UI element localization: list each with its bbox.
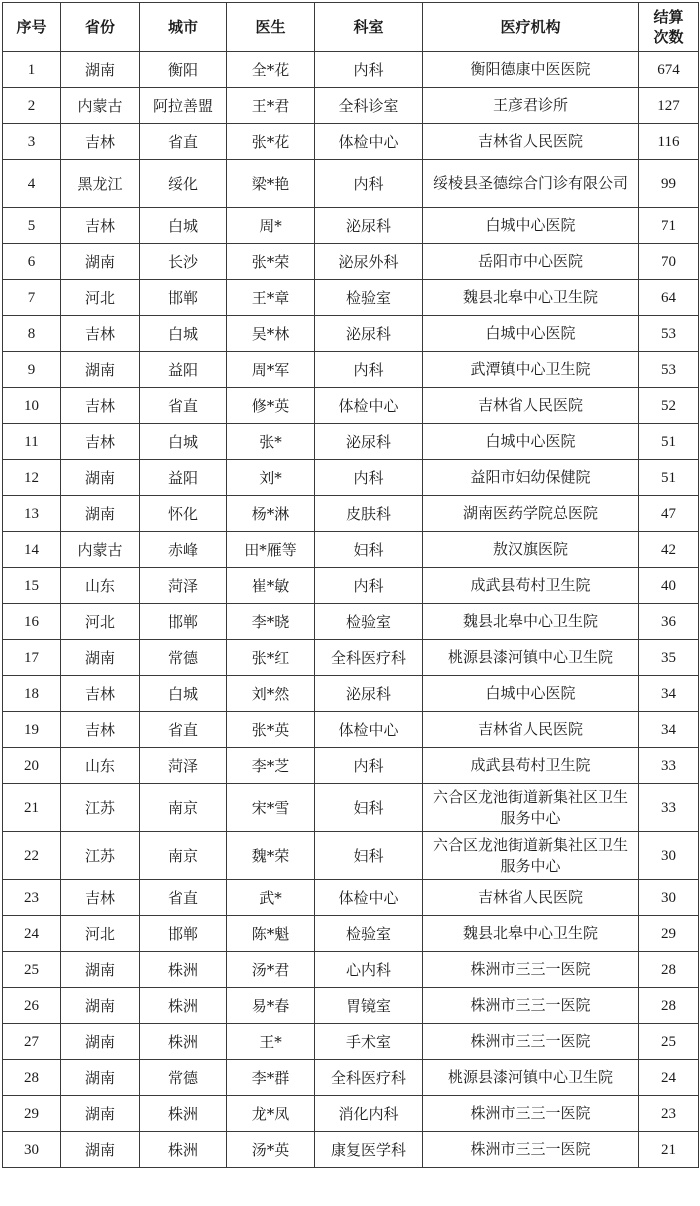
cell-province: 湖南 (61, 640, 140, 676)
cell-province: 湖南 (61, 1096, 140, 1132)
cell-department: 胃镜室 (315, 988, 423, 1024)
table-row (3, 208, 699, 244)
cell-institution: 白城中心医院 (423, 208, 639, 244)
cell-department: 妇科 (315, 532, 423, 568)
table-row (3, 280, 699, 316)
cell-institution: 吉林省人民医院 (423, 712, 639, 748)
cell-doctor: 杨*淋 (227, 496, 315, 532)
cell-no: 30 (3, 1132, 61, 1168)
cell-institution: 株洲市三三一医院 (423, 1024, 639, 1060)
cell-doctor: 宋*雪 (227, 784, 315, 832)
cell-settlement-count: 25 (639, 1024, 699, 1060)
cell-institution: 株洲市三三一医院 (423, 1132, 639, 1168)
cell-doctor: 梁*艳 (227, 160, 315, 208)
cell-settlement-count: 116 (639, 124, 699, 160)
cell-settlement-count: 36 (639, 604, 699, 640)
cell-city: 株洲 (140, 1024, 227, 1060)
cell-province: 湖南 (61, 52, 140, 88)
header-province: 省份 (61, 3, 140, 52)
cell-city: 株洲 (140, 952, 227, 988)
header-doctor: 医生 (227, 3, 315, 52)
cell-no: 20 (3, 748, 61, 784)
cell-no: 2 (3, 88, 61, 124)
cell-settlement-count: 21 (639, 1132, 699, 1168)
header-count-line1: 结算 (653, 8, 684, 26)
cell-settlement-count: 29 (639, 916, 699, 952)
cell-institution: 王彦君诊所 (423, 88, 639, 124)
cell-doctor: 王*章 (227, 280, 315, 316)
cell-province: 吉林 (61, 124, 140, 160)
cell-province: 吉林 (61, 388, 140, 424)
table-row (3, 952, 699, 988)
table-row (3, 712, 699, 748)
cell-province: 山东 (61, 748, 140, 784)
cell-settlement-count: 33 (639, 748, 699, 784)
cell-department: 全科医疗科 (315, 640, 423, 676)
cell-no: 11 (3, 424, 61, 460)
cell-doctor: 张*花 (227, 124, 315, 160)
cell-settlement-count: 47 (639, 496, 699, 532)
cell-department: 泌尿科 (315, 424, 423, 460)
cell-province: 江苏 (61, 832, 140, 880)
cell-city: 南京 (140, 784, 227, 832)
cell-province: 吉林 (61, 676, 140, 712)
cell-city: 绥化 (140, 160, 227, 208)
cell-settlement-count: 34 (639, 712, 699, 748)
cell-province: 山东 (61, 568, 140, 604)
cell-department: 内科 (315, 568, 423, 604)
table-row (3, 880, 699, 916)
cell-province: 湖南 (61, 244, 140, 280)
cell-no: 23 (3, 880, 61, 916)
table-row (3, 532, 699, 568)
cell-doctor: 李*晓 (227, 604, 315, 640)
cell-institution: 成武县苟村卫生院 (423, 568, 639, 604)
cell-doctor: 张*英 (227, 712, 315, 748)
cell-doctor: 王* (227, 1024, 315, 1060)
cell-no: 27 (3, 1024, 61, 1060)
cell-institution: 魏县北皋中心卫生院 (423, 916, 639, 952)
cell-settlement-count: 28 (639, 988, 699, 1024)
table-row (3, 604, 699, 640)
table-row (3, 748, 699, 784)
cell-department: 泌尿科 (315, 676, 423, 712)
cell-settlement-count: 64 (639, 280, 699, 316)
cell-doctor: 陈*魁 (227, 916, 315, 952)
cell-institution: 衡阳德康中医医院 (423, 52, 639, 88)
cell-no: 13 (3, 496, 61, 532)
cell-no: 29 (3, 1096, 61, 1132)
cell-province: 河北 (61, 604, 140, 640)
cell-department: 消化内科 (315, 1096, 423, 1132)
cell-no: 18 (3, 676, 61, 712)
cell-city: 省直 (140, 880, 227, 916)
cell-settlement-count: 30 (639, 880, 699, 916)
cell-city: 阿拉善盟 (140, 88, 227, 124)
table-row (3, 424, 699, 460)
cell-institution: 六合区龙池街道新集社区卫生服务中心 (423, 832, 639, 880)
cell-city: 株洲 (140, 988, 227, 1024)
cell-settlement-count: 33 (639, 784, 699, 832)
cell-no: 3 (3, 124, 61, 160)
cell-institution: 白城中心医院 (423, 316, 639, 352)
cell-doctor: 易*春 (227, 988, 315, 1024)
cell-department: 泌尿科 (315, 316, 423, 352)
cell-city: 白城 (140, 424, 227, 460)
cell-institution: 湖南医药学院总医院 (423, 496, 639, 532)
cell-department: 内科 (315, 160, 423, 208)
cell-province: 吉林 (61, 316, 140, 352)
header-institution: 医疗机构 (423, 3, 639, 52)
cell-city: 常德 (140, 1060, 227, 1096)
cell-department: 内科 (315, 352, 423, 388)
cell-institution: 吉林省人民医院 (423, 880, 639, 916)
cell-institution: 白城中心医院 (423, 424, 639, 460)
cell-department: 心内科 (315, 952, 423, 988)
cell-department: 检验室 (315, 604, 423, 640)
cell-settlement-count: 127 (639, 88, 699, 124)
cell-department: 内科 (315, 460, 423, 496)
cell-no: 8 (3, 316, 61, 352)
cell-department: 体检中心 (315, 712, 423, 748)
cell-institution: 成武县苟村卫生院 (423, 748, 639, 784)
cell-department: 内科 (315, 748, 423, 784)
cell-institution: 白城中心医院 (423, 676, 639, 712)
cell-doctor: 吴*林 (227, 316, 315, 352)
cell-doctor: 修*英 (227, 388, 315, 424)
table-row (3, 388, 699, 424)
cell-doctor: 田*雁等 (227, 532, 315, 568)
cell-department: 妇科 (315, 832, 423, 880)
cell-province: 湖南 (61, 460, 140, 496)
cell-settlement-count: 99 (639, 160, 699, 208)
cell-no: 12 (3, 460, 61, 496)
cell-no: 9 (3, 352, 61, 388)
cell-no: 25 (3, 952, 61, 988)
table-row (3, 784, 699, 832)
cell-settlement-count: 51 (639, 424, 699, 460)
table-row (3, 316, 699, 352)
cell-department: 检验室 (315, 280, 423, 316)
table-row (3, 52, 699, 88)
cell-city: 邯郸 (140, 604, 227, 640)
cell-department: 妇科 (315, 784, 423, 832)
cell-department: 检验室 (315, 916, 423, 952)
cell-province: 湖南 (61, 1024, 140, 1060)
cell-city: 益阳 (140, 460, 227, 496)
cell-province: 黑龙江 (61, 160, 140, 208)
table-row (3, 916, 699, 952)
cell-department: 全科医疗科 (315, 1060, 423, 1096)
header-department: 科室 (315, 3, 423, 52)
cell-institution: 桃源县漆河镇中心卫生院 (423, 640, 639, 676)
cell-province: 吉林 (61, 208, 140, 244)
table-row (3, 1024, 699, 1060)
cell-city: 菏泽 (140, 748, 227, 784)
cell-city: 衡阳 (140, 52, 227, 88)
cell-no: 26 (3, 988, 61, 1024)
cell-settlement-count: 51 (639, 460, 699, 496)
cell-institution: 魏县北皋中心卫生院 (423, 280, 639, 316)
cell-settlement-count: 53 (639, 352, 699, 388)
cell-settlement-count: 70 (639, 244, 699, 280)
table-row (3, 160, 699, 208)
cell-department: 泌尿外科 (315, 244, 423, 280)
cell-settlement-count: 40 (639, 568, 699, 604)
cell-institution: 桃源县漆河镇中心卫生院 (423, 1060, 639, 1096)
table-row (3, 676, 699, 712)
cell-doctor: 李*芝 (227, 748, 315, 784)
document-page (0, 2, 700, 1206)
cell-settlement-count: 52 (639, 388, 699, 424)
header-settlement-count (639, 3, 699, 52)
table-row (3, 1132, 699, 1168)
cell-city: 白城 (140, 316, 227, 352)
cell-institution: 吉林省人民医院 (423, 124, 639, 160)
cell-city: 怀化 (140, 496, 227, 532)
doctor-settlement-table (2, 2, 699, 1168)
cell-province: 湖南 (61, 1132, 140, 1168)
cell-province: 湖南 (61, 352, 140, 388)
cell-institution: 岳阳市中心医院 (423, 244, 639, 280)
cell-city: 株洲 (140, 1132, 227, 1168)
cell-city: 白城 (140, 676, 227, 712)
cell-no: 15 (3, 568, 61, 604)
cell-settlement-count: 53 (639, 316, 699, 352)
cell-province: 湖南 (61, 952, 140, 988)
cell-city: 省直 (140, 712, 227, 748)
cell-province: 河北 (61, 916, 140, 952)
cell-doctor: 张* (227, 424, 315, 460)
cell-city: 益阳 (140, 352, 227, 388)
cell-city: 株洲 (140, 1096, 227, 1132)
header-no: 序号 (3, 3, 61, 52)
cell-department: 手术室 (315, 1024, 423, 1060)
cell-doctor: 崔*敏 (227, 568, 315, 604)
cell-institution: 绥棱县圣德综合门诊有限公司 (423, 160, 639, 208)
table-row (3, 988, 699, 1024)
cell-city: 省直 (140, 388, 227, 424)
cell-doctor: 龙*凤 (227, 1096, 315, 1132)
cell-no: 16 (3, 604, 61, 640)
cell-no: 24 (3, 916, 61, 952)
cell-city: 省直 (140, 124, 227, 160)
cell-city: 菏泽 (140, 568, 227, 604)
cell-no: 5 (3, 208, 61, 244)
cell-no: 6 (3, 244, 61, 280)
table-row (3, 244, 699, 280)
cell-doctor: 周*军 (227, 352, 315, 388)
cell-no: 14 (3, 532, 61, 568)
cell-institution: 六合区龙池街道新集社区卫生服务中心 (423, 784, 639, 832)
cell-doctor: 张*荣 (227, 244, 315, 280)
table-row (3, 352, 699, 388)
cell-no: 10 (3, 388, 61, 424)
cell-institution: 魏县北皋中心卫生院 (423, 604, 639, 640)
cell-no: 17 (3, 640, 61, 676)
table-row (3, 640, 699, 676)
cell-no: 22 (3, 832, 61, 880)
cell-institution: 吉林省人民医院 (423, 388, 639, 424)
table-row (3, 124, 699, 160)
cell-department: 全科诊室 (315, 88, 423, 124)
cell-doctor: 周* (227, 208, 315, 244)
cell-province: 吉林 (61, 712, 140, 748)
cell-city: 长沙 (140, 244, 227, 280)
cell-city: 邯郸 (140, 280, 227, 316)
table-row (3, 496, 699, 532)
cell-province: 湖南 (61, 988, 140, 1024)
cell-settlement-count: 674 (639, 52, 699, 88)
cell-settlement-count: 24 (639, 1060, 699, 1096)
cell-doctor: 汤*君 (227, 952, 315, 988)
cell-settlement-count: 35 (639, 640, 699, 676)
table-row (3, 832, 699, 880)
table-row (3, 460, 699, 496)
cell-settlement-count: 30 (639, 832, 699, 880)
cell-no: 1 (3, 52, 61, 88)
cell-doctor: 魏*荣 (227, 832, 315, 880)
cell-institution: 株洲市三三一医院 (423, 952, 639, 988)
cell-no: 4 (3, 160, 61, 208)
cell-department: 康复医学科 (315, 1132, 423, 1168)
cell-doctor: 刘* (227, 460, 315, 496)
cell-department: 体检中心 (315, 388, 423, 424)
table-row (3, 1096, 699, 1132)
cell-province: 江苏 (61, 784, 140, 832)
cell-settlement-count: 28 (639, 952, 699, 988)
cell-department: 内科 (315, 52, 423, 88)
cell-settlement-count: 34 (639, 676, 699, 712)
cell-doctor: 汤*英 (227, 1132, 315, 1168)
table-row (3, 568, 699, 604)
header-count-line2: 次数 (653, 28, 684, 46)
cell-institution: 株洲市三三一医院 (423, 1096, 639, 1132)
header-city: 城市 (140, 3, 227, 52)
cell-doctor: 王*君 (227, 88, 315, 124)
cell-city: 常德 (140, 640, 227, 676)
cell-province: 湖南 (61, 496, 140, 532)
cell-institution: 武潭镇中心卫生院 (423, 352, 639, 388)
cell-doctor: 全*花 (227, 52, 315, 88)
cell-department: 体检中心 (315, 880, 423, 916)
table-row (3, 1060, 699, 1096)
cell-city: 赤峰 (140, 532, 227, 568)
cell-doctor: 刘*然 (227, 676, 315, 712)
cell-no: 19 (3, 712, 61, 748)
cell-institution: 株洲市三三一医院 (423, 988, 639, 1024)
cell-settlement-count: 23 (639, 1096, 699, 1132)
cell-doctor: 武* (227, 880, 315, 916)
cell-no: 28 (3, 1060, 61, 1096)
cell-doctor: 李*群 (227, 1060, 315, 1096)
cell-province: 内蒙古 (61, 532, 140, 568)
table-row (3, 88, 699, 124)
cell-province: 湖南 (61, 1060, 140, 1096)
cell-institution: 敖汉旗医院 (423, 532, 639, 568)
cell-department: 皮肤科 (315, 496, 423, 532)
cell-department: 泌尿科 (315, 208, 423, 244)
cell-department: 体检中心 (315, 124, 423, 160)
cell-city: 南京 (140, 832, 227, 880)
cell-no: 7 (3, 280, 61, 316)
table-body (3, 52, 699, 1168)
cell-province: 吉林 (61, 424, 140, 460)
cell-settlement-count: 42 (639, 532, 699, 568)
cell-no: 21 (3, 784, 61, 832)
cell-settlement-count: 71 (639, 208, 699, 244)
cell-province: 河北 (61, 280, 140, 316)
table-header-row (3, 3, 699, 52)
cell-doctor: 张*红 (227, 640, 315, 676)
cell-city: 白城 (140, 208, 227, 244)
cell-city: 邯郸 (140, 916, 227, 952)
cell-province: 内蒙古 (61, 88, 140, 124)
cell-province: 吉林 (61, 880, 140, 916)
cell-institution: 益阳市妇幼保健院 (423, 460, 639, 496)
